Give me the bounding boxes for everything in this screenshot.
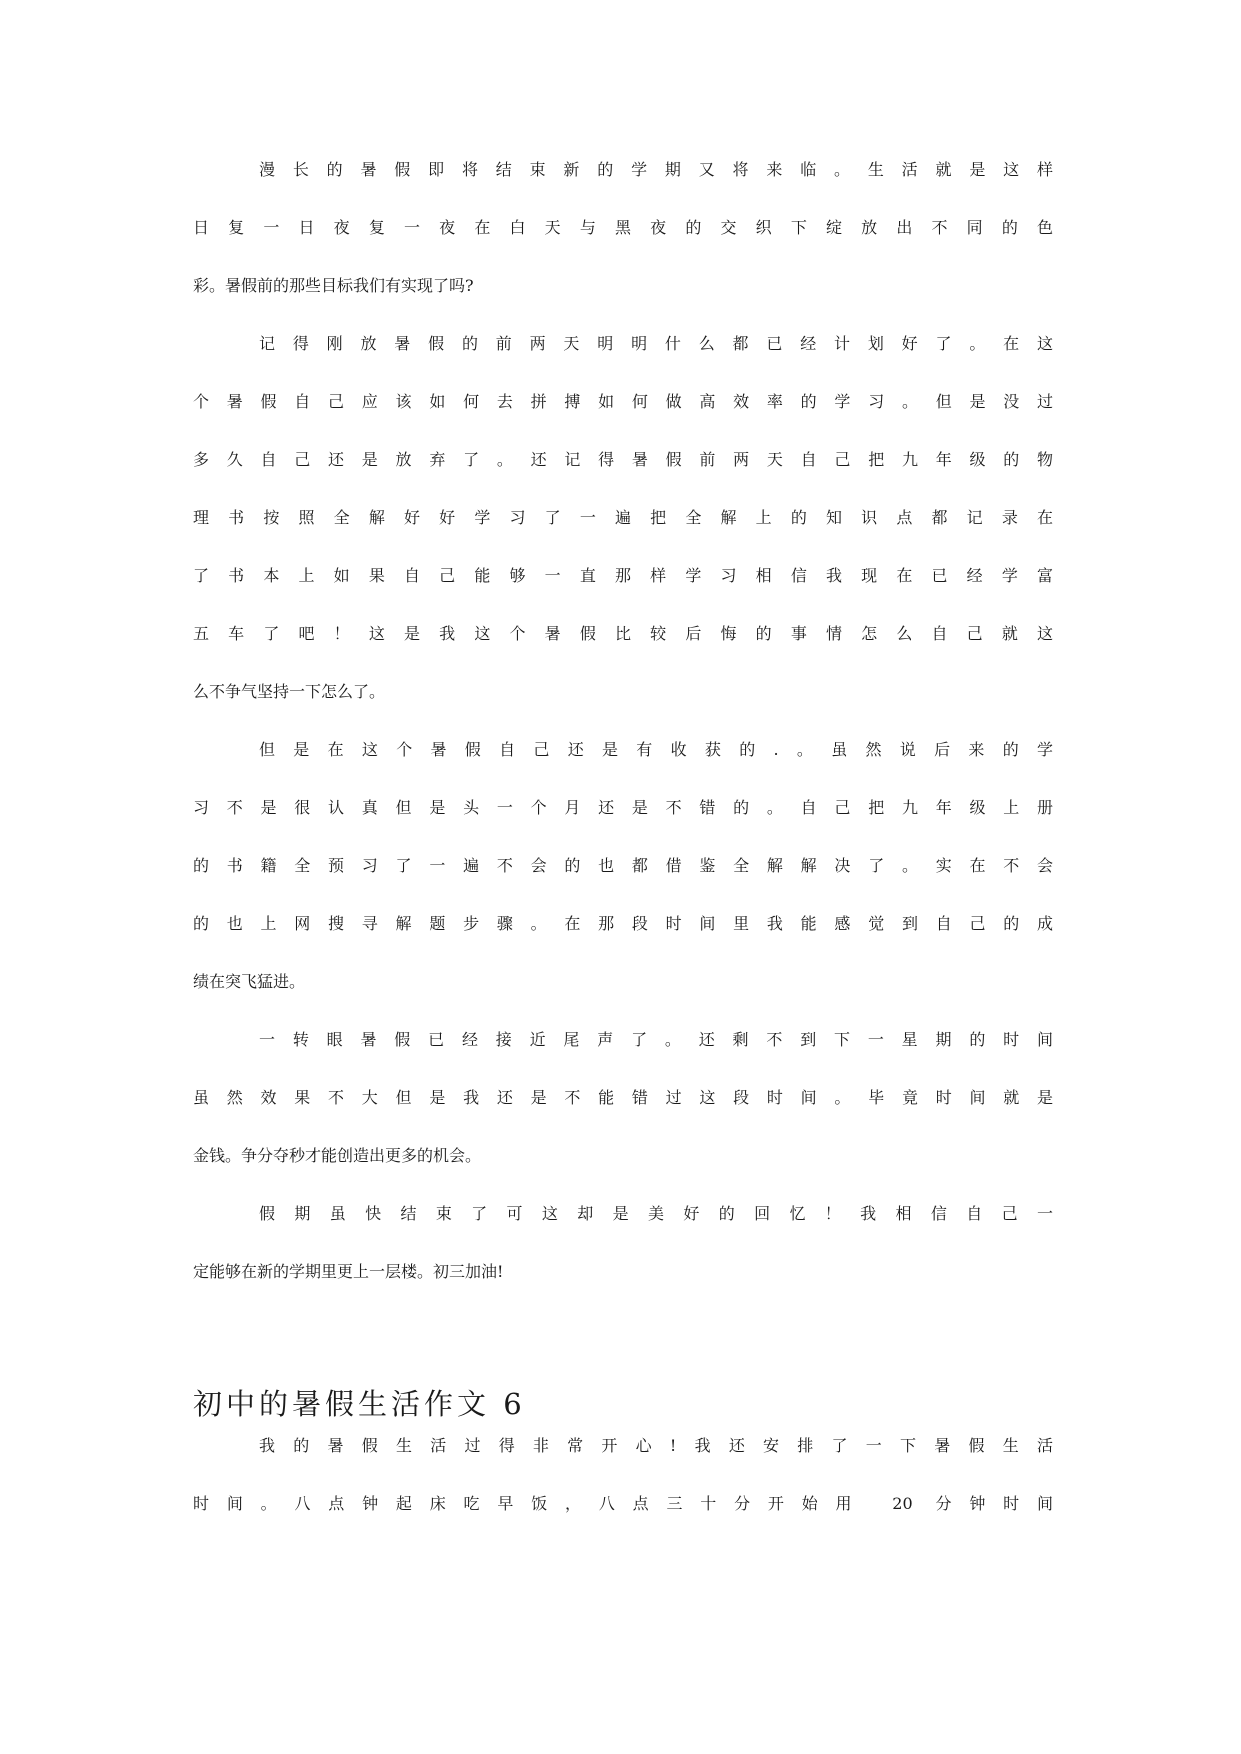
text-line: 漫长的暑假即将结束新的学期又将来临。生活就是这样 [259, 160, 1053, 179]
text-line: 的也上网搜寻解题步骤。在那段时间里我能感觉到自己的成 [193, 914, 1053, 933]
text-line: 一转眼暑假已经接近尾声了。还剩不到下一星期的时间 [259, 1030, 1053, 1049]
text-line: 但是在这个暑假自己还是有收获的.。虽然说后来的学 [259, 740, 1053, 759]
text-line: 假期虽快结束了可这却是美好的回忆！我相信自己一 [259, 1204, 1053, 1223]
text-line: 五车了吧！这是我这个暑假比较后悔的事情怎么自己就这 [193, 624, 1053, 643]
paragraph-4 [193, 1027, 1053, 1201]
text-line: 彩。暑假前的那些目标我们有实现了吗? [193, 276, 474, 295]
text-line: 金钱。争分夺秒才能创造出更多的机会。 [193, 1146, 482, 1165]
paragraph-1 [193, 157, 1053, 331]
document-body [193, 157, 1053, 1549]
text-line: 理书按照全解好好学习了一遍把全解上的知识点都记录在 [193, 508, 1053, 527]
text-line: 时间。八点钟起床吃早饭，八点三十分开始用 20 分钟时间 [193, 1494, 1053, 1513]
paragraph-3 [193, 737, 1053, 1027]
section-heading: 初中的暑假生活作文 6 [193, 1387, 526, 1421]
text-line: 绩在突飞猛进。 [193, 972, 306, 991]
paragraph-6 [193, 1433, 1053, 1549]
text-line: 了书本上如果自己能够一直那样学习相信我现在已经学富 [193, 566, 1053, 585]
paragraph-5 [193, 1201, 1053, 1317]
text-line: 记得刚放暑假的前两天明明什么都已经计划好了。在这 [259, 334, 1053, 353]
text-line: 我的暑假生活过得非常开心!我还安排了一下暑假生活 [259, 1436, 1053, 1455]
text-line: 么不争气坚持一下怎么了。 [193, 682, 386, 701]
text-line: 日复一日夜复一夜在白天与黑夜的交织下绽放出不同的色 [193, 218, 1053, 237]
text-line: 的书籍全预习了一遍不会的也都借鉴全解解决了。实在不会 [193, 856, 1053, 875]
text-line: 习不是很认真但是头一个月还是不错的。自己把九年级上册 [193, 798, 1053, 817]
text-line: 定能够在新的学期里更上一层楼。初三加油! [193, 1262, 504, 1281]
text-line: 虽然效果不大但是我还是不能错过这段时间。毕竟时间就是 [193, 1088, 1053, 1107]
paragraph-2 [193, 331, 1053, 737]
text-line: 个暑假自己应该如何去拼搏如何做高效率的学习。但是没过 [193, 392, 1053, 411]
text-line: 多久自己还是放弃了。还记得暑假前两天自己把九年级的物 [193, 450, 1053, 469]
